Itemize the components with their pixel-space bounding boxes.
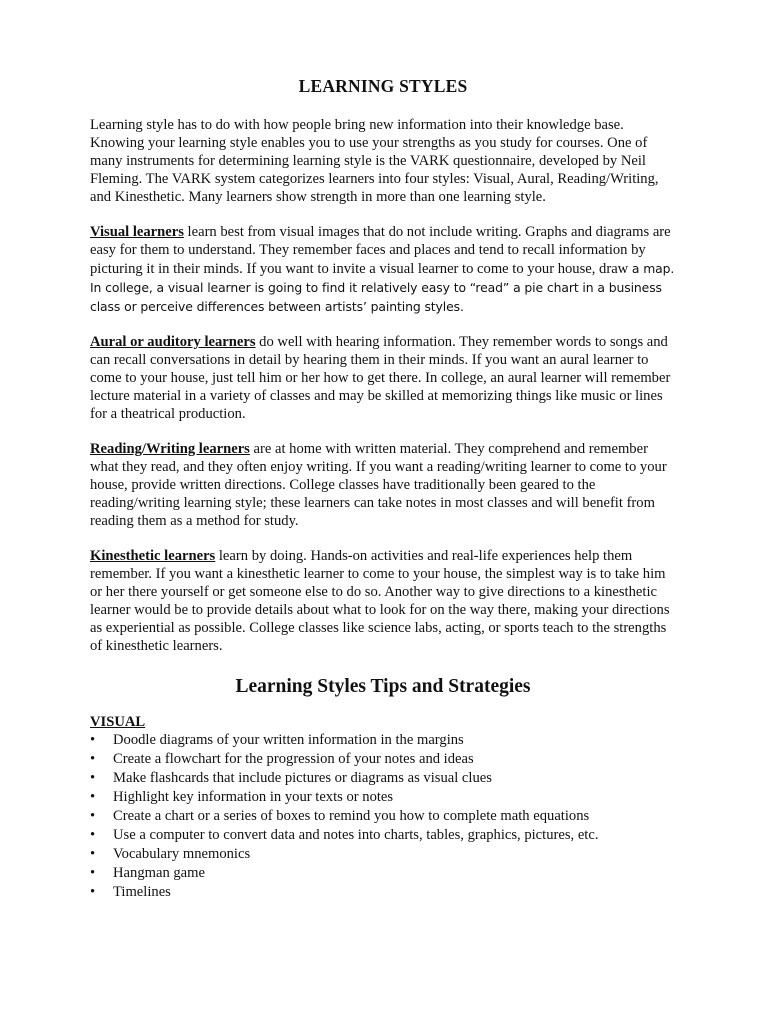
list-item xyxy=(90,883,676,902)
list-item-text: Create a flowchart for the progression of your notes and ideas xyxy=(113,751,474,768)
reading-writing-learners-paragraph xyxy=(90,441,676,531)
list-item xyxy=(90,807,676,826)
bullet-icon: • xyxy=(90,732,96,749)
kinesthetic-learners-text: learn by doing. Hands-on activities and real-life experiences help them remember. If you want a kinesthetic learner to come to your house, the simplest way is to take him or her there yourself or get someone else to do so. Another way to give directions to a kinesthetic learner would be to provide details about what to look for on the way there, making your directions as experiential as possible. College classes like science labs, acting, or sports teach to the strengths of kinesthetic learners. xyxy=(90,548,670,654)
visual-tips-heading: VISUAL xyxy=(90,713,146,730)
visual-tips-list xyxy=(90,731,676,901)
aural-learners-heading: Aural or auditory learners xyxy=(90,334,256,351)
list-item-text: Timelines xyxy=(113,883,171,900)
bullet-icon: • xyxy=(90,845,96,862)
list-item-text: Doodle diagrams of your written information in the margins xyxy=(113,732,464,749)
bullet-icon: • xyxy=(90,751,96,768)
visual-learners-paragraph xyxy=(90,224,676,317)
reading-writing-learners-text: are at home with written material. They comprehend and remember what they read, and they often enjoy writing. If you want a reading/writing learner to come to your house, provide written directions. College classes have traditionally been geared to the reading/writing learning style; these learners can take notes in most classes and will benefit from reading them as a method for study. xyxy=(90,441,667,529)
kinesthetic-learners-heading: Kinesthetic learners xyxy=(90,548,216,565)
list-item-text: Use a computer to convert data and notes into charts, tables, graphics, pictures, etc. xyxy=(113,827,599,843)
bullet-icon: • xyxy=(90,808,96,825)
list-item xyxy=(90,826,676,845)
aural-learners-paragraph xyxy=(90,334,676,424)
visual-learners-heading: Visual learners xyxy=(90,224,184,241)
page-title: LEARNING STYLES xyxy=(298,76,468,96)
list-item-text: Create a chart or a series of boxes to remind you how to complete math equations xyxy=(113,808,590,825)
list-item xyxy=(90,731,676,750)
bullet-icon: • xyxy=(90,770,96,787)
document-page xyxy=(90,76,676,902)
aural-learners-text: do well with hearing information. They remember words to songs and can recall conversations in detail by hearing them in their minds. If you want an aural learner to come to your house, just tell him or her how to get there. In college, an aural learner will remember lecture material in a variety of classes and may be skilled at memorizing things like music or lines for a theatrical production. xyxy=(90,334,671,422)
intro-paragraph: Learning style has to do with how people bring new information into their knowledge base. Knowing your learning style enables you to use your strengths as you study for courses. One of many instruments for determining learning style is the VARK questionnaire, developed by Neil Fleming. The VARK system categorizes learners into four styles: Visual, Aural, Reading/Writing, and Kinesthetic. Many learners show strength in more than one learning style. xyxy=(90,117,659,205)
bullet-icon: • xyxy=(90,827,96,843)
visual-learners-text-continued: a map. In college, a visual learner is going to find it relatively easy to “read” a pie chart in a business class or perceive differences between artists’ painting styles. xyxy=(90,260,675,314)
reading-writing-learners-heading: Reading/Writing learners xyxy=(90,441,250,458)
bullet-icon: • xyxy=(90,789,96,806)
list-item xyxy=(90,750,676,769)
list-item-text: Hangman game xyxy=(113,864,205,881)
list-item-text: Make flashcards that include pictures or diagrams as visual clues xyxy=(113,770,492,787)
tips-section-title: Learning Styles Tips and Strategies xyxy=(235,675,531,697)
kinesthetic-learners-paragraph xyxy=(90,548,676,655)
bullet-icon: • xyxy=(90,883,96,900)
list-item xyxy=(90,864,676,883)
list-item-text: Vocabulary mnemonics xyxy=(113,845,251,862)
visual-learners-text: learn best from visual images that do not include writing. Graphs and diagrams are easy for them to understand. They remember faces and places and tend to recall information by picturing it in their minds. If you want to invite a visual learner to come to your house, draw xyxy=(90,224,671,277)
list-item xyxy=(90,845,676,864)
list-item xyxy=(90,769,676,788)
list-item xyxy=(90,788,676,807)
bullet-icon: • xyxy=(90,864,96,881)
list-item-text: Highlight key information in your texts or notes xyxy=(113,789,394,806)
